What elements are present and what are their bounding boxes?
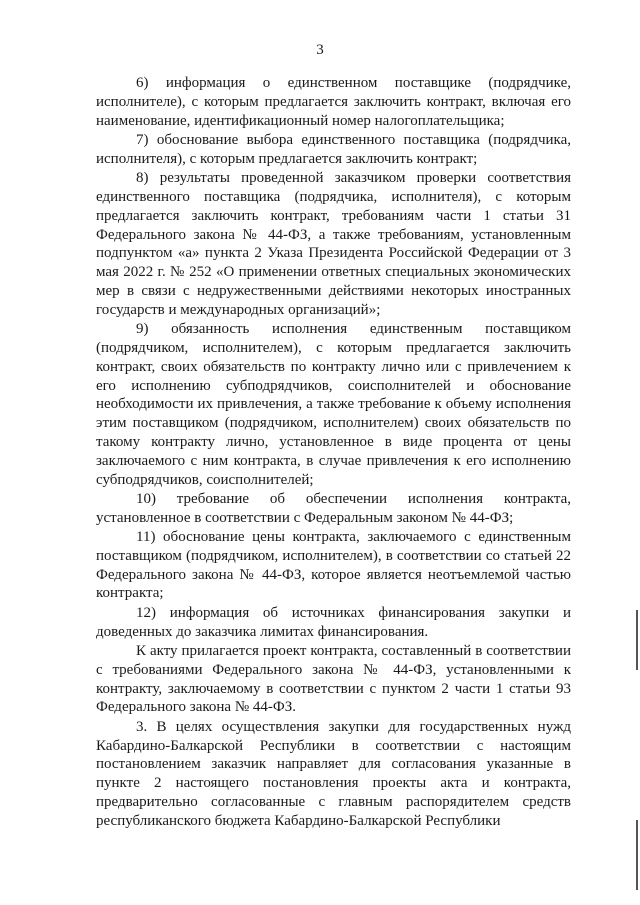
paragraph-item-10: 10) требование об обеспечении исполнения контракта, установленное в соответствии с Федеральным законом № 44-ФЗ; xyxy=(96,490,571,526)
scan-edge-mark xyxy=(636,610,638,670)
page-number: 3 xyxy=(316,42,324,58)
paragraph-section-3: 3. В целях осуществления закупки для государственных нужд Кабардино-Балкарской Республики в соответствии с настоящим постановлением заказчик направляет для согласования указанные в пункте 2 настоящего постановления проекты акта и контракта, предварительно согласованные с главным распорядителем средств республиканского бюджета Кабардино-Балкарской Республики xyxy=(96,718,571,829)
paragraph-item-8: 8) результаты проведенной заказчиком проверки соответствия единственного поставщика (подрядчика, исполнителя), с которым предлагается заключить контракт, требованиям части 1 статьи 31 Федерального закона № 44-ФЗ, а также требованиям, установленным подпунктом «а» пункта 2 Указа Президента Российской Федерации от 3 мая 2022 г. № 252 «О применении ответных специальных экономических мер в связи с недружественными действиями некоторых иностранных государств и международных организаций»; xyxy=(96,170,571,318)
paragraph-item-6: 6) информация о единственном поставщике (подрядчике, исполнителе), с которым предлагается заключить контракт, включая его наименование, идентификационный номер налогоплательщика; xyxy=(96,75,571,129)
paragraph-item-12: 12) информация об источниках финансирования закупки и доведенных до заказчика лимитах финансирования. xyxy=(96,604,571,640)
paragraph-attachment: К акту прилагается проект контракта, составленный в соответствии с требованиями Федерального закона № 44-ФЗ, установленными к контракту, заключаемому в соответствии с пунктом 2 части 1 статьи 93 Федерального закона № 44-ФЗ. xyxy=(96,643,571,716)
paragraph-item-7: 7) обоснование выбора единственного поставщика (подрядчика, исполнителя), с которым предлагается заключить контракт; xyxy=(96,131,571,167)
document-body xyxy=(96,74,571,831)
paragraph-item-9: 9) обязанность исполнения единственным поставщиком (подрядчиком, исполнителем), с которым предлагается заключить контракт, своих обязательств по контракту лично или с привлечением к его исполнению субподрядчиков, соисполнителей и обоснование необходимости их привлечения, а также требование к объему исполнения этим поставщиком (подрядчиком, исполнителем) своих обязательств по такому контракту лично, установленное в виде процента от цены заключаемого с ним контракта, в случае привлечения к его исполнению субподрядчиков, соисполнителей; xyxy=(96,321,571,488)
scan-edge-mark xyxy=(636,820,638,890)
paragraph-item-11: 11) обоснование цены контракта, заключаемого с единственным поставщиком (подрядчиком, исполнителем), в соответствии со статьей 22 Федерального закона № 44-ФЗ, которое является неотъемлемой частью контракта; xyxy=(96,529,571,602)
